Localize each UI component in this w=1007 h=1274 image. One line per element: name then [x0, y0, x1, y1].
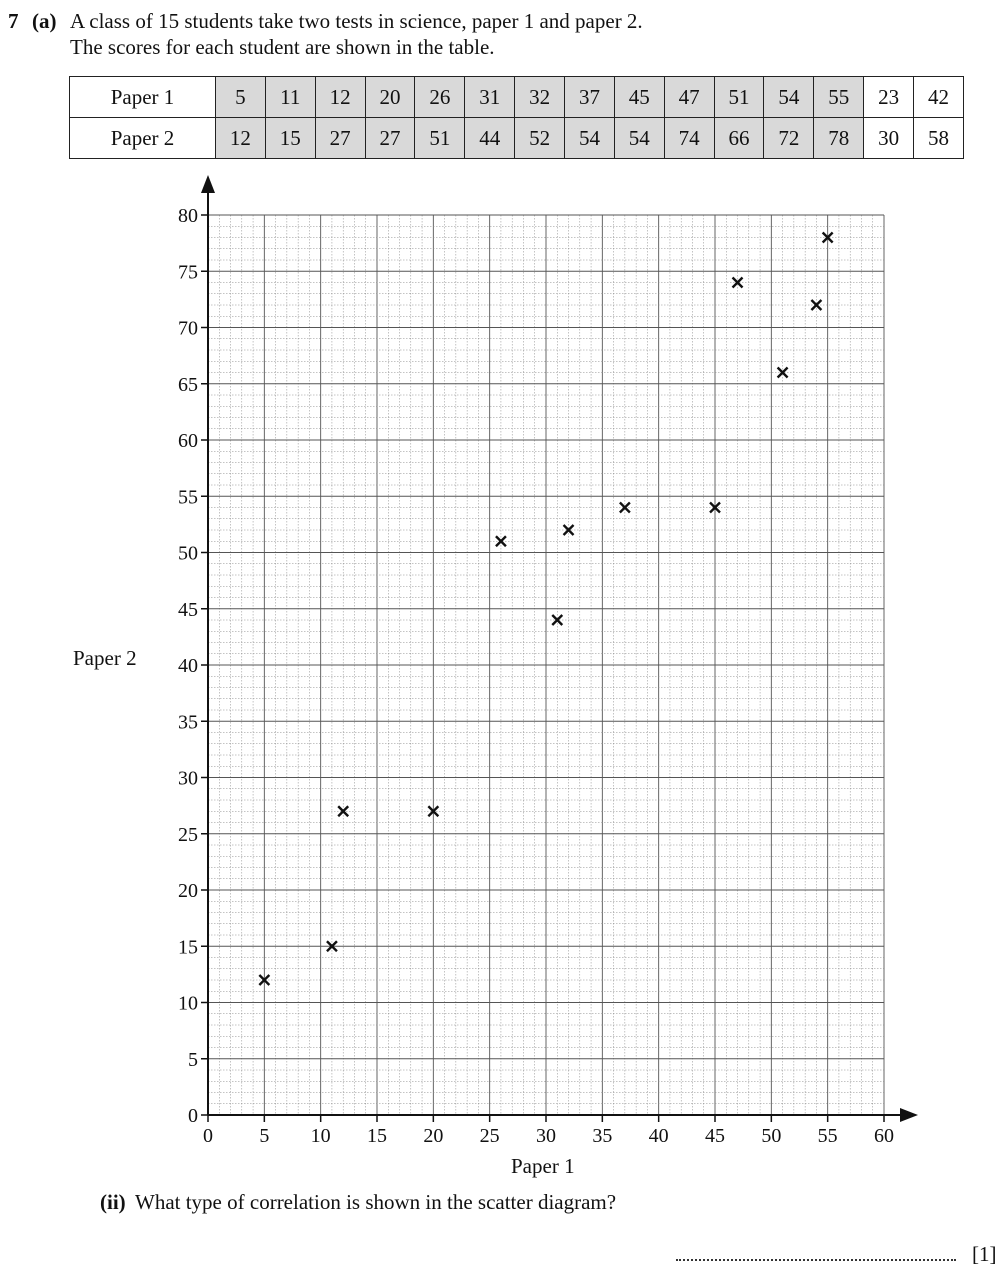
y-tick-label: 10: [178, 992, 198, 1015]
x-tick-label: 60: [874, 1125, 894, 1147]
table-cell: 45: [614, 77, 664, 118]
y-tick-label: 70: [178, 317, 198, 340]
y-tick-label: 0: [188, 1105, 198, 1127]
y-tick-label: 45: [178, 598, 198, 621]
y-tick-label: 80: [178, 205, 198, 227]
y-tick-label: 30: [178, 767, 198, 790]
table-cell: 51: [415, 118, 465, 159]
table-cell: 32: [515, 77, 565, 118]
y-tick-label: 60: [178, 430, 198, 452]
x-tick-label: 20: [423, 1125, 444, 1147]
table-cell: 74: [664, 118, 714, 159]
sub-question-text: What type of correlation is shown in the scatter diagram?: [135, 1190, 617, 1214]
x-tick-label: 0: [203, 1125, 213, 1147]
table-row: [70, 77, 964, 118]
x-tick-label: 45: [705, 1125, 725, 1147]
table-cell: 30: [864, 118, 914, 159]
table-cell: 23: [864, 77, 914, 118]
y-axis-arrow: [201, 175, 215, 193]
table-cell: 27: [365, 118, 415, 159]
y-tick-label: 40: [178, 655, 198, 677]
table-cell: 54: [565, 118, 615, 159]
table-cell: 11: [265, 77, 315, 118]
scatter-chart: [0, 160, 1007, 1160]
table-cell: 42: [914, 77, 964, 118]
scores-table: [69, 76, 964, 159]
x-tick-label: 35: [592, 1125, 613, 1147]
sub-question-part: (ii): [100, 1190, 126, 1214]
x-tick-label: 5: [259, 1125, 270, 1147]
table-cell: 54: [764, 77, 814, 118]
table-cell: 12: [216, 118, 266, 159]
x-tick-label: 25: [479, 1125, 500, 1147]
x-tick-label: 50: [761, 1125, 782, 1147]
table-cell: 5: [216, 77, 266, 118]
question-line-1: A class of 15 students take two tests in science, paper 1 and paper 2.: [70, 9, 643, 33]
table-cell: 55: [814, 77, 864, 118]
y-axis-label: Paper 2: [73, 646, 137, 670]
table-cell: 72: [764, 118, 814, 159]
y-tick-label: 75: [178, 261, 198, 284]
y-tick-label: 65: [178, 373, 198, 396]
y-tick-label: 25: [178, 823, 198, 846]
y-tick-label: 35: [178, 711, 198, 734]
table-cell: 47: [664, 77, 714, 118]
table-cell: 51: [714, 77, 764, 118]
y-tick-label: 50: [178, 542, 198, 565]
table-cell: 27: [315, 118, 365, 159]
y-tick-label: 55: [178, 486, 198, 509]
table-cell: 52: [515, 118, 565, 159]
x-tick-label: 30: [536, 1125, 556, 1147]
table-cell: 26: [415, 77, 465, 118]
x-tick-label: 15: [367, 1125, 387, 1147]
table-cell: 78: [814, 118, 864, 159]
answer-line[interactable]: [676, 1259, 956, 1261]
x-axis-arrow: [900, 1108, 918, 1122]
marks-label: [1]: [972, 1242, 997, 1266]
question-line-2: The scores for each student are shown in the table.: [70, 35, 495, 59]
table-row: [70, 118, 964, 159]
table-cell: 66: [714, 118, 764, 159]
y-tick-label: 20: [178, 880, 198, 902]
y-tick-label: 15: [178, 936, 198, 959]
table-cell: 58: [914, 118, 964, 159]
table-cell: 44: [465, 118, 515, 159]
row-label: Paper 2: [70, 118, 216, 159]
x-tick-label: 10: [310, 1125, 331, 1147]
y-tick-label: 5: [188, 1048, 198, 1071]
table-cell: 37: [565, 77, 615, 118]
question-part: (a): [32, 9, 57, 33]
x-tick-label: 55: [817, 1125, 838, 1147]
table-cell: 20: [365, 77, 415, 118]
x-tick-label: 40: [648, 1125, 669, 1147]
x-axis-label: Paper 1: [511, 1154, 575, 1178]
table-cell: 12: [315, 77, 365, 118]
table-cell: 31: [465, 77, 515, 118]
table-cell: 54: [614, 118, 664, 159]
question-number: 7: [8, 9, 19, 33]
row-label: Paper 1: [70, 77, 216, 118]
table-cell: 15: [265, 118, 315, 159]
